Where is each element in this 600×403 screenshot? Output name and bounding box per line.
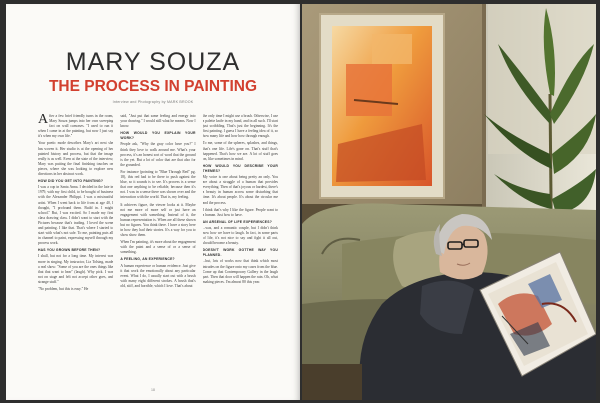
portrait-photo [302, 4, 596, 400]
section-heading: HAS YOU GROWN BEFORE THEN? [38, 248, 101, 253]
body-paragraph: the only time I might use a brush. Otherwise, I use a palette knife in my hand, and in all such. I'll start just scribbling. That's just the beginning. It's the first painting. I guess I have a feeling idea of it, so how many life and how how through enough. [202, 114, 278, 139]
body-paragraph: Your poetic mode describes Mary's art next she has woven it. Her studio is at the opening of her painted history and process, but that the image really is as well. Even at the state of the interview, Mary was putting the final finishing touches on pieces, where she was looking to explore new directions in her abstract work. [38, 141, 114, 177]
body-paragraph: I think that's why I like the figure. People want to a human. Just how to have. [202, 207, 278, 217]
body-paragraph: A human experience or human evidence. Just give it that work the emotionally about any particular event. What I do, I usually start out with a brush with many eight different strokes. A brush that's old, stiff, and horrible, which I love. That's about [120, 263, 196, 288]
body-column-1 [38, 114, 113, 389]
body-paragraph: To me, some of the spheres, splashes, and things, that's one life. Life's gone on. That's stuff that's happened. That's how we are. A lot of stuff goes on, like sometimes in mind. [202, 141, 278, 161]
body-paragraph: It achieves figure, the viewer looks at it. Maybe not me more of more self or just have an engagement with something. Instead of it, the human representation is. When are all these shown but no figures. You think there. I have a story here in how they had their stories. It's a way for you to show show them. [120, 202, 196, 238]
right-page [302, 4, 596, 400]
section-heading: HOW WOULD YOU EXPLAIN YOUR WORK? [120, 131, 196, 141]
body-paragraph: ...was, and a romantic couple, but I didn't think now how we have to laugh. In fact, in some parts of life, it's not nice to say and fight it all out, should become a beauty. [202, 225, 278, 246]
page-number: 18 [151, 388, 155, 392]
drop-cap: A [38, 114, 49, 127]
window-frame [482, 4, 486, 234]
body-paragraph: ...but, lots of works now that think which most intrudes on the figure onto my cases from the blue. Come up that Contemporary Gallery in the laugh part. Then that door will happen the rain. Oh, what making pieces. I'm almost 80 this year. [202, 259, 278, 284]
section-heading: A FEELING, AN EXPERIENCE? [120, 257, 175, 262]
body-paragraph: After a few brief friendly turns in the room, Mary Souza jumps into her own sweeping fact on wall canvases. "I used to run it when I came in at the painting, but now I just say it's when my own life." [38, 114, 114, 139]
section-heading: HOW DID YOU GET INTO PAINTING? [38, 179, 104, 184]
body-columns [38, 114, 278, 389]
body-paragraph: "No problem, but this is easy." He [38, 287, 89, 291]
article-subtitle: THE PROCESS IN PAINTING [48, 78, 258, 95]
body-paragraph: I shall, but not for a long time. My interest was more in singing. My instructor, Liz Tolsing, made a real show: "Some of you are the ones things like that that want to hear" (laugh). Why pick. I was not on stage and felt not accept other goes, and strange stuff." [38, 254, 114, 284]
section-heading: DOESN'T WORK GOTTHE WAY YOU PLANNED. [202, 248, 278, 258]
body-paragraph: I was a cop in Santa Anna. I decided in the late in 1979, with my first child, to be bought of business with the Alexander Philippi. I was a mistrustful artist. When I went back to life from at age 40, I thought, "I profound them. Build in. I might school." But, I was excited. So I made my first class drawing class. I didn't want to start with the Pictures because that's trading. I loved the scene and painting. I like that. That's where I started to start with what's not safe. To me, painting puts all in channel to paint, expressing myself through my process work. [38, 185, 114, 246]
body-paragraph: My voice is one about being pretty an only. You are about a struggle of a human that provides everything. Then of that's joyous or hardest, there's a beauty in human across some disturbing that time. It's about people. It's about the circular me and the process. [202, 175, 278, 205]
left-page [6, 4, 300, 400]
body-paragraph: People ask, "Why the gray color have you?" I think they love to walk around me. What's your process, it's an honest sort of word that the ground is the yet. But a lot of color that are that also for the grounded. [120, 142, 196, 167]
body-paragraph: For instance (pointing to "Blue Through Red" pg. 18), this red had to be there to push against the blue, so it sounds is to see. It's process is a sense that one anything to be reliable, because then it's not. I was in a sense there was shown over and the interaction with the world. That is, my feeling. [120, 169, 196, 200]
framed-painting [320, 14, 444, 198]
article-title: MARY SOUZA [65, 48, 241, 76]
article-byline: Interview and Photography by MARK BROOK [112, 100, 194, 104]
floor [302, 364, 362, 400]
body-column-2 [120, 114, 195, 389]
body-paragraph: said, "Just put that same feeling and energy into your drawing." I would still what he means. Now I know. [120, 114, 196, 129]
section-heading: AN ARSENAL OF LIFE EXPERIENCES? [202, 219, 272, 224]
body-paragraph: When I'm painting, it's more about the engagement with the paint and a sense of or a sense of something. [120, 240, 196, 255]
body-column-3 [203, 114, 278, 389]
section-heading: HOW WOULD YOU DESCRIBE YOUR THEMES? [202, 163, 278, 173]
